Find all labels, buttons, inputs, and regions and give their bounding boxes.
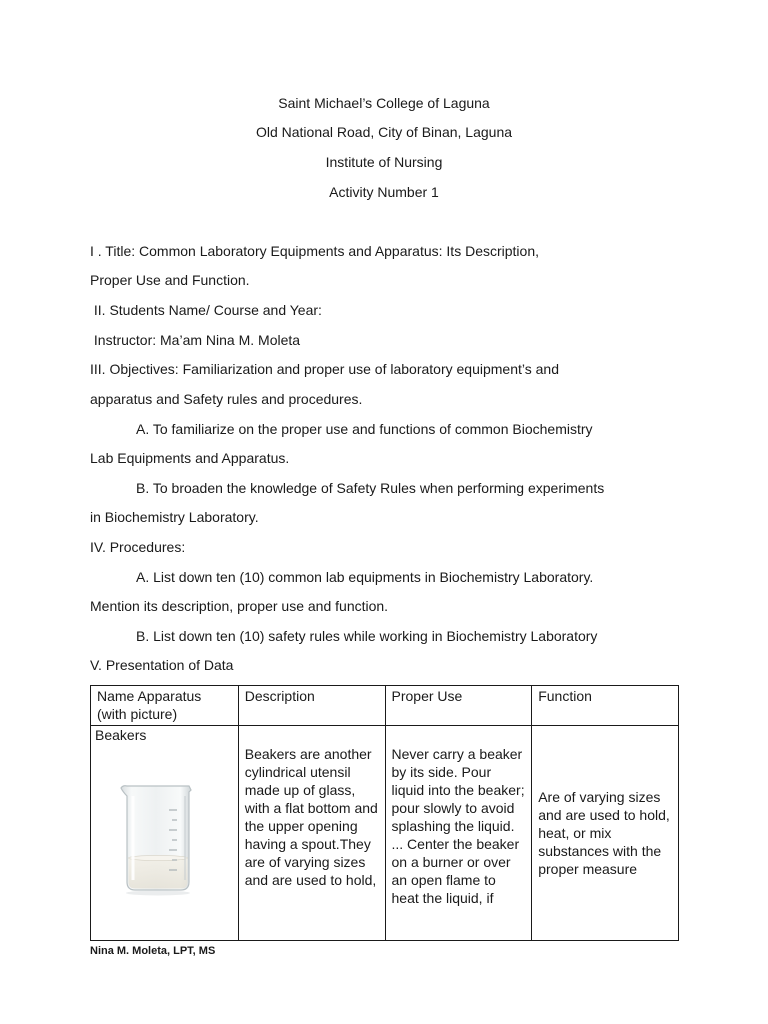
footer-author: Nina M. Moleta, LPT, MS [90,945,216,957]
instructor-line: Instructor: Ma’am Nina M. Moleta [90,332,301,348]
objective-a-line-1: A. To familiarize on the proper use and functions of common Biochemistry [136,421,593,437]
procedure-a-line-1: A. List down ten (10) common lab equipments in Biochemistry Laboratory. [136,569,594,585]
title-line-2: Proper Use and Function. [90,272,250,288]
objective-a-line-2: Lab Equipments and Apparatus. [90,450,290,466]
cell-name-apparatus [91,726,239,941]
procedure-b-line: B. List down ten (10) safety rules while working in Biochemistry Laboratory [136,628,598,644]
title-line-1: I . Title: Common Laboratory Equipments and Apparatus: Its Description, [90,243,539,259]
procedures-heading: IV. Procedures: [90,539,186,555]
college-address: Old National Road, City of Binan, Laguna [255,124,513,140]
college-name: Saint Michael’s College of Laguna [278,95,490,111]
institute-name: Institute of Nursing [325,154,443,170]
cell-description: Beakers are another cylindrical utensil made up of glass, with a flat bottom and the upper opening having a spout.They are of varying sizes and are used to hold, [238,726,385,941]
table-row [91,726,679,941]
header-description: Description [238,686,385,726]
cell-function: Are of varying sizes and are used to hold, heat, or mix substances with the proper measure [532,726,679,941]
header-function: Function [532,686,679,726]
objective-b-line-1: B. To broaden the knowledge of Safety Rules when performing experiments [136,480,605,496]
header-name-apparatus: Name Apparatus (with picture) [91,686,239,726]
objective-b-line-2: in Biochemistry Laboratory. [90,509,259,525]
cell-proper-use: Never carry a beaker by its side. Pour liquid into the beaker; pour slowly to avoid splashing the liquid. ... Center the beaker on a burner or over an open flame to heat the liquid, if [385,726,532,941]
header-proper-use: Proper Use [385,686,532,726]
procedure-a-line-2: Mention its description, proper use and function. [90,598,389,614]
apparatus-name: Beakers [95,727,147,743]
activity-number: Activity Number 1 [329,184,439,200]
table-header-row [91,686,679,726]
objectives-line-1: III. Objectives: Familiarization and proper use of laboratory equipment’s and [90,361,559,377]
beaker-image [119,782,199,897]
objectives-line-2: apparatus and Safety rules and procedures. [90,391,363,407]
apparatus-table [90,685,679,941]
presentation-heading: V. Presentation of Data [90,657,234,673]
students-name-line: II. Students Name/ Course and Year: [90,302,322,318]
